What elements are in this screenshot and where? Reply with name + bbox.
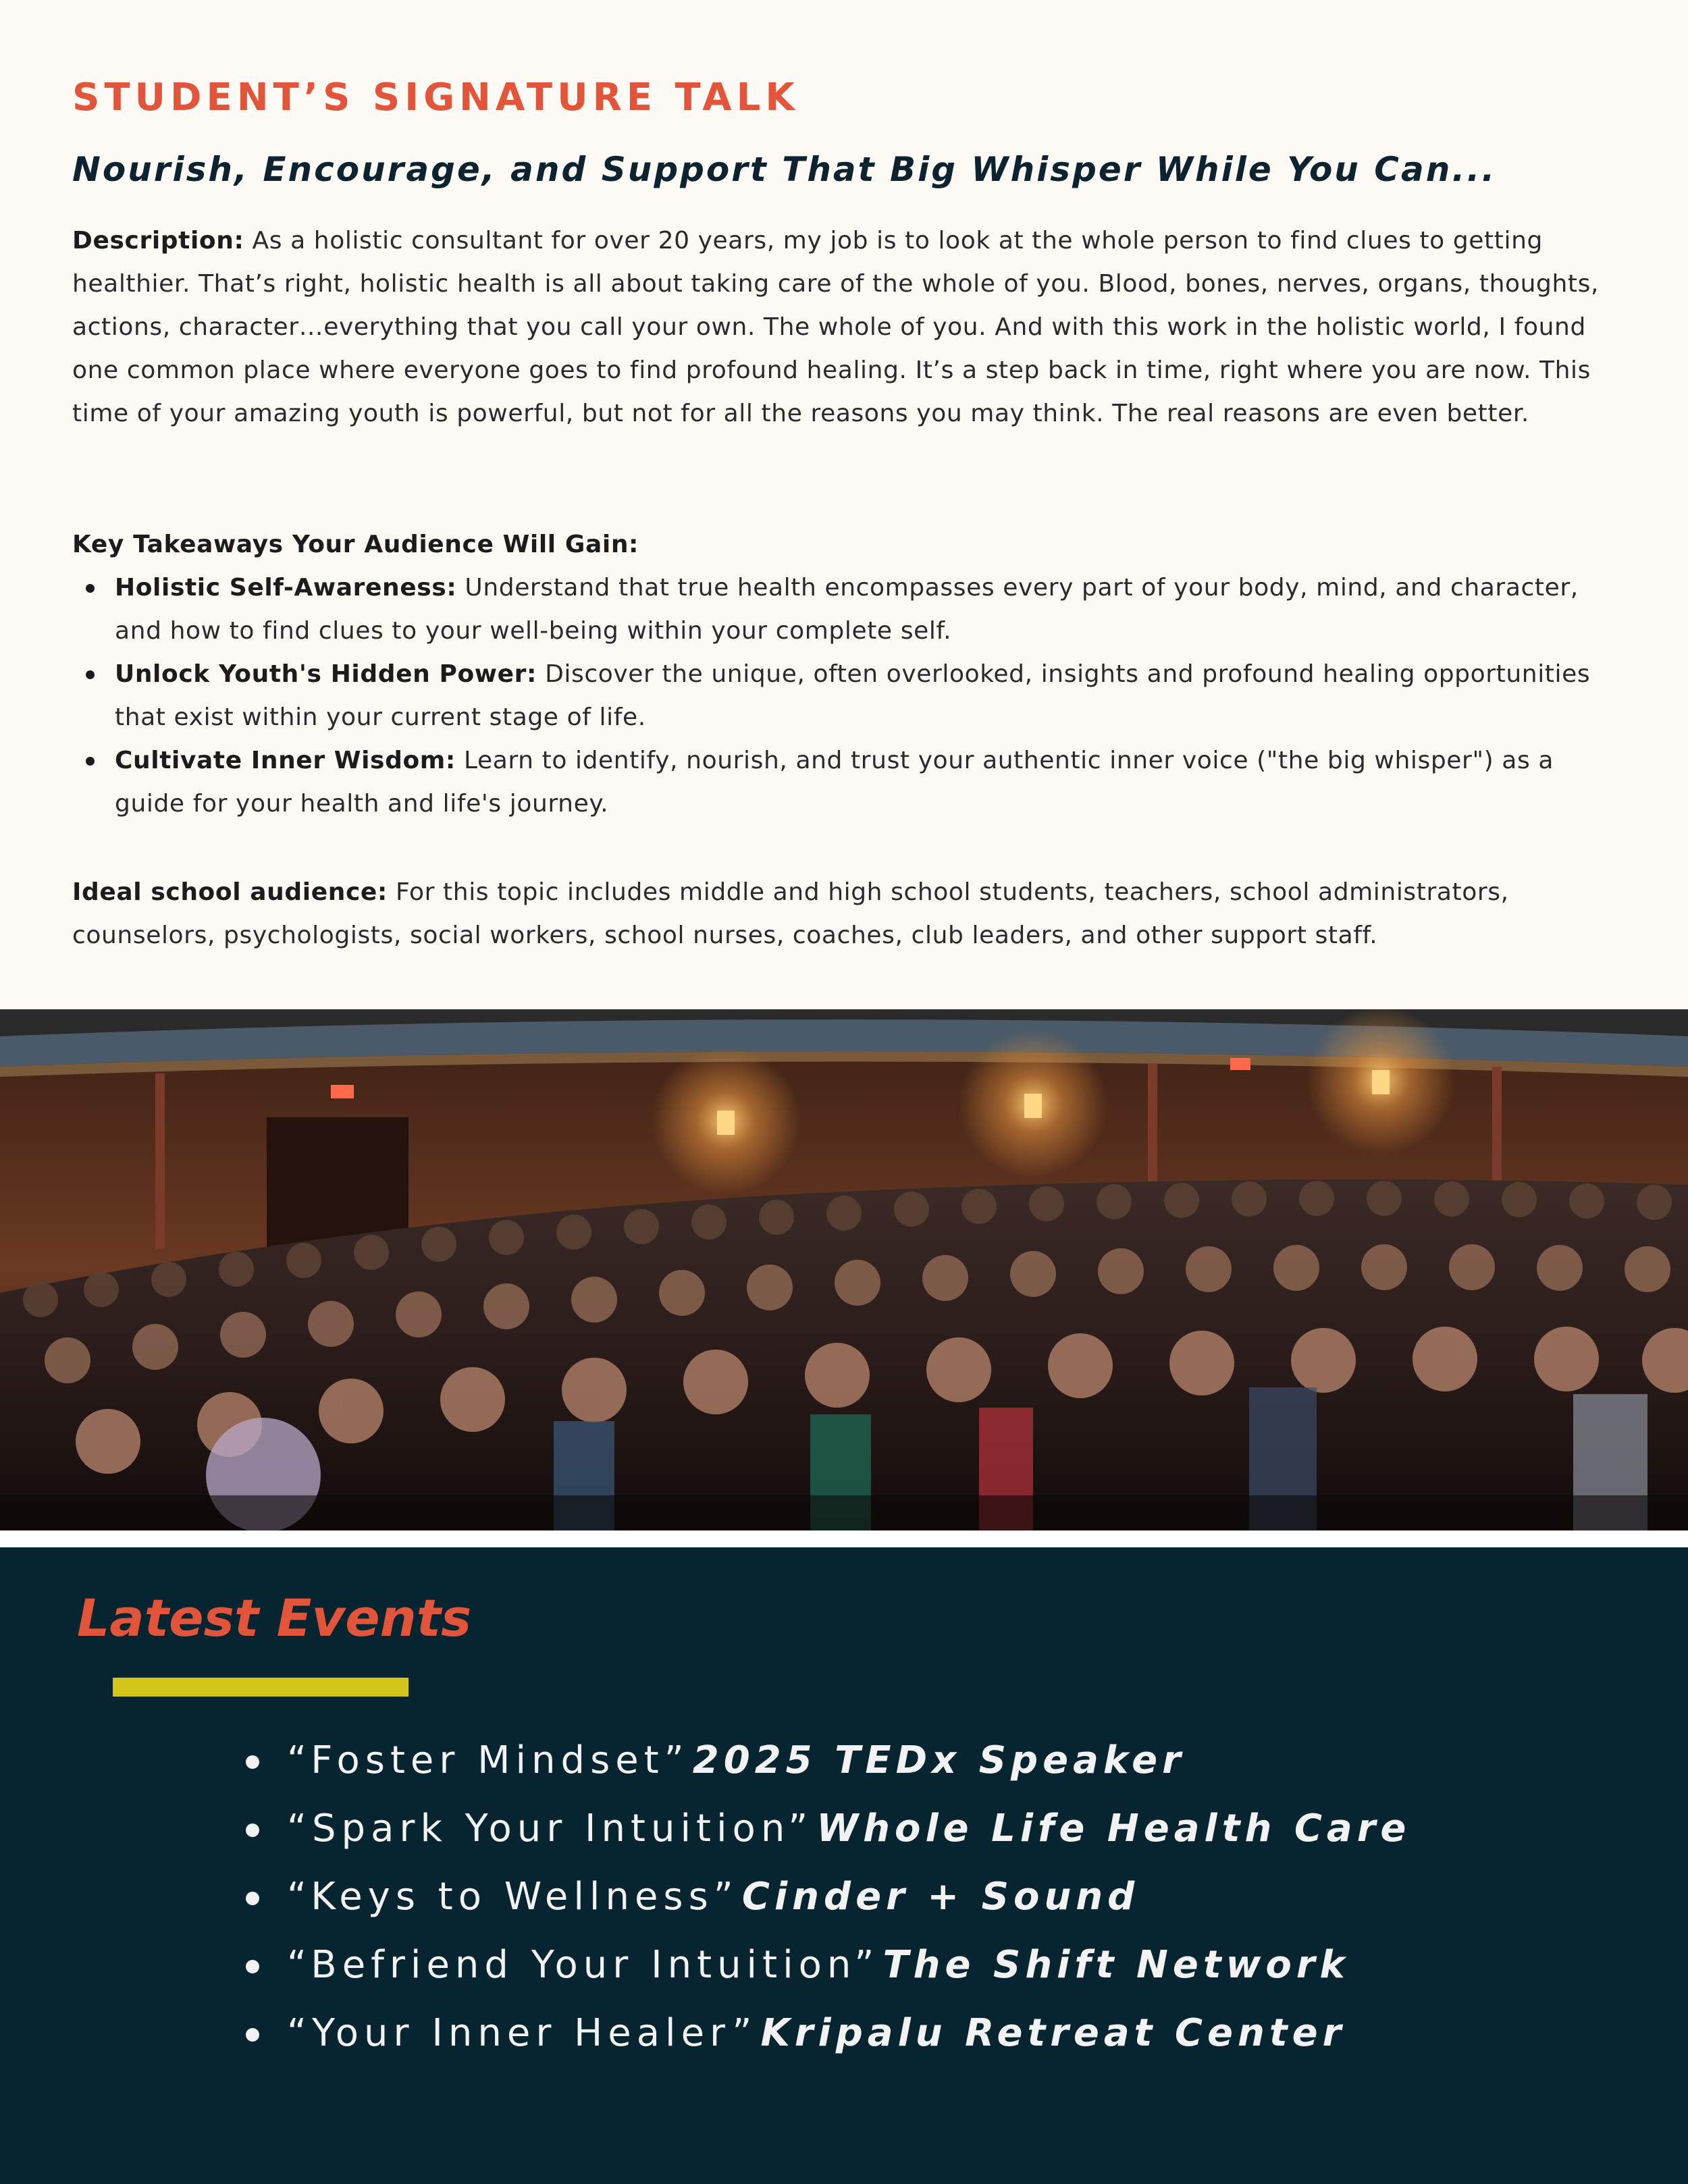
theater-crowd-image <box>0 1009 1688 1530</box>
takeaway-item <box>72 566 1618 653</box>
event-item <box>243 1726 1410 1794</box>
event-host: Whole Life Health Care <box>816 1807 1411 1850</box>
title-underline-bar <box>113 1678 408 1697</box>
event-item <box>243 1794 1410 1863</box>
takeaway-item <box>72 739 1618 826</box>
event-name: “Befriend Your Intuition” <box>287 1943 880 1987</box>
event-name: “Keys to Wellness” <box>287 1875 739 1919</box>
event-name: “Spark Your Intuition” <box>287 1807 814 1850</box>
event-item <box>243 1999 1410 2067</box>
white-divider <box>0 1530 1688 1547</box>
event-item <box>243 1931 1410 1999</box>
events-title: Latest Events <box>77 1588 472 1648</box>
audience-photo <box>0 1009 1688 1530</box>
takeaway-label: Cultivate Inner Wisdom: <box>115 747 456 774</box>
event-host: 2025 TEDx Speaker <box>692 1738 1186 1782</box>
takeaway-text: Learn to identify, nourish, and trust your authentic inner voice ("the big whisper") as a guide for your health and life's journey. <box>115 747 1554 818</box>
event-host: Cinder + Sound <box>741 1875 1140 1919</box>
bullet-icon <box>86 757 95 766</box>
section-eyebrow: STUDENT’S SIGNATURE TALK <box>72 76 799 119</box>
bullet-icon <box>86 670 95 679</box>
takeaway-text: Understand that true health encompasses every part of your body, mind, and character, and how to find clues to your well-being within your complete self. <box>115 574 1579 645</box>
events-list <box>243 1726 1410 2067</box>
bullet-icon <box>246 1892 259 1905</box>
bullet-icon <box>246 1823 259 1837</box>
bullet-icon <box>246 1755 259 1769</box>
event-host: The Shift Network <box>882 1943 1350 1987</box>
event-name: “Foster Mindset” <box>287 1738 689 1782</box>
bullet-icon <box>86 584 95 593</box>
takeaway-label: Unlock Youth's Hidden Power: <box>115 660 537 688</box>
talk-section <box>0 0 1688 1009</box>
event-item <box>243 1863 1410 1931</box>
takeaway-item <box>72 653 1618 739</box>
audience-paragraph <box>72 871 1618 957</box>
audience-label: Ideal school audience: <box>72 878 388 906</box>
event-name: “Your Inner Healer” <box>287 2011 758 2055</box>
takeaways-heading: Key Takeaways Your Audience Will Gain: <box>72 531 639 558</box>
talk-title: Nourish, Encourage, and Support That Big Whisper While You Can... <box>72 150 1497 189</box>
latest-events-section <box>0 1547 1688 2184</box>
bullet-icon <box>246 1960 259 1973</box>
takeaway-text: Discover the unique, often overlooked, insights and profound healing opportunities that exist within your current stage of life. <box>115 660 1591 731</box>
description-paragraph <box>72 219 1618 435</box>
event-host: Kripalu Retreat Center <box>760 2011 1346 2055</box>
takeaway-label: Holistic Self-Awareness: <box>115 574 457 602</box>
description-text: As a holistic consultant for over 20 years, my job is to look at the whole person to find clues to getting healthier. That’s right, holistic health is all about taking care of the whole of you. Blood, bones, nerves, organs, thoughts, actions, character…everything that you call your own. The whole of you. And with this work in the holistic world, I found one common place where everyone goes to find profound healing. It’s a step back in time, right where you are now. This time of your amazing youth is powerful, but not for all the reasons you may think. The real reasons are even better. <box>72 227 1600 427</box>
bullet-icon <box>246 2028 259 2042</box>
audience-text: For this topic includes middle and high school students, teachers, school administrators, counselors, psychologists, social workers, school nurses, coaches, club leaders, and other support staff. <box>72 878 1509 949</box>
description-label: Description: <box>72 227 244 255</box>
takeaways-list <box>72 566 1618 826</box>
